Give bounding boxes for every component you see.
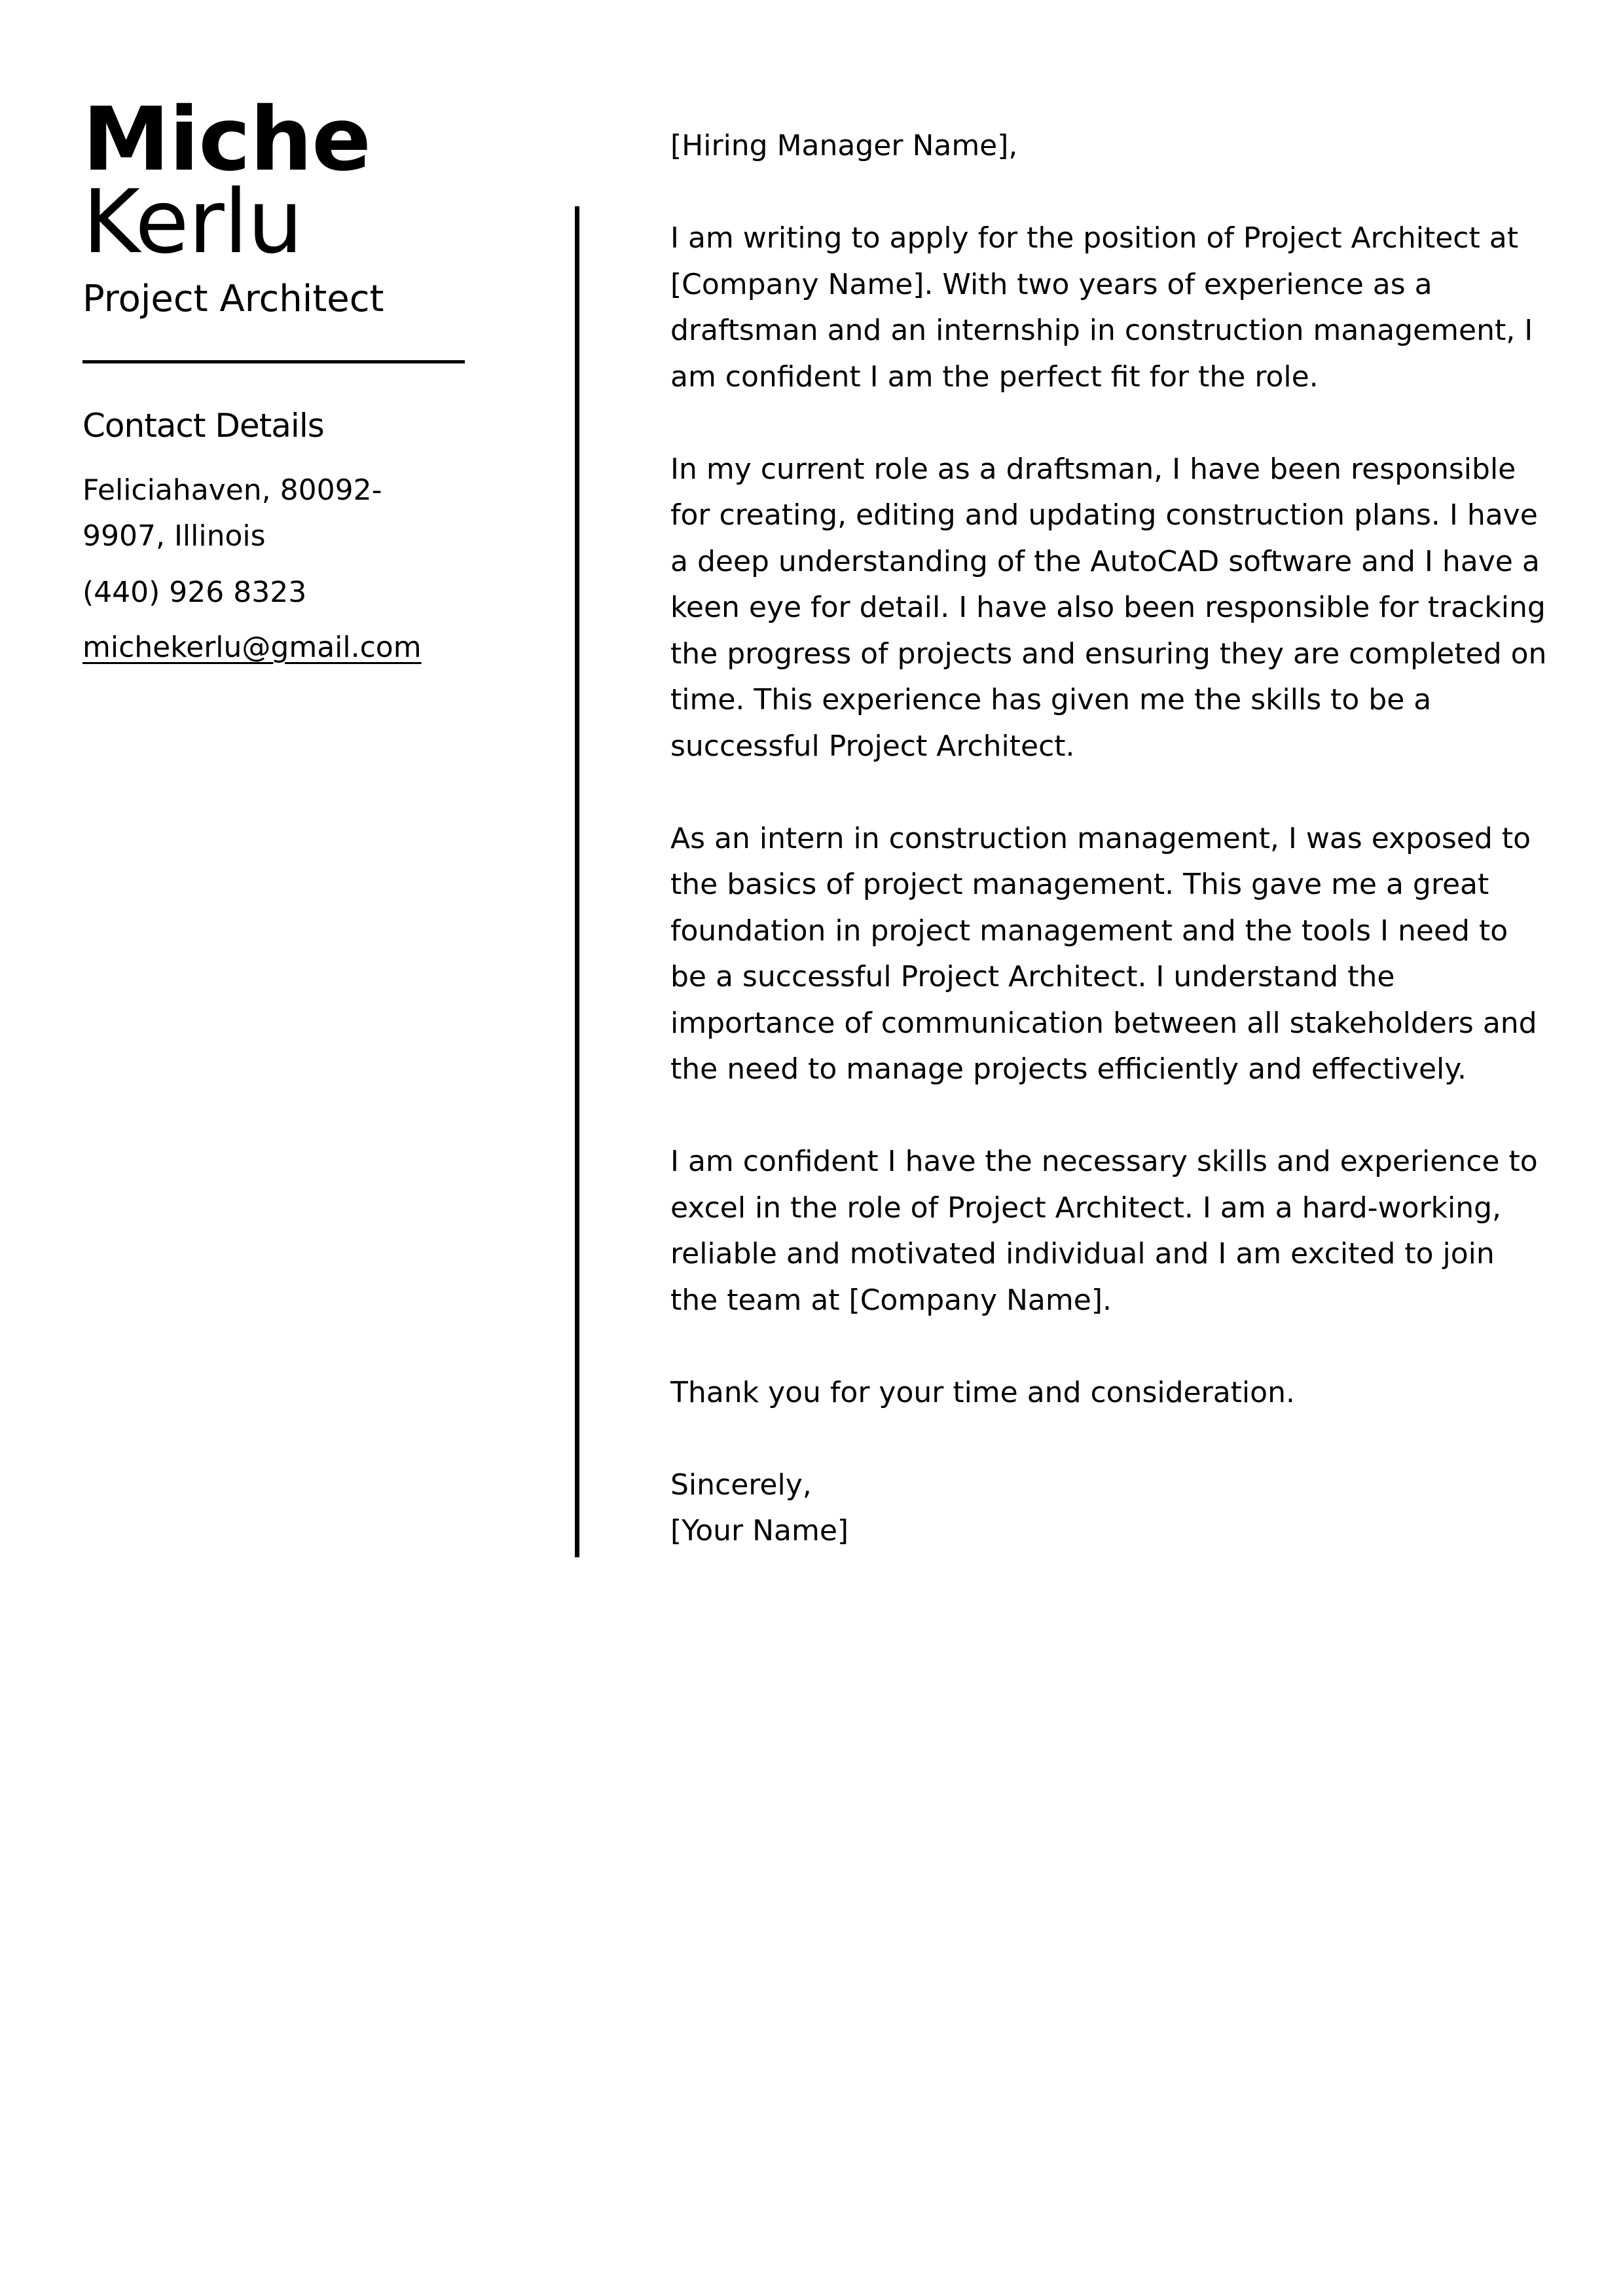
salutation: [Hiring Manager Name], [670,129,1018,162]
contact-email-link[interactable]: michekerlu@gmail.com [82,631,422,664]
letter-paragraph: I am confident I have the necessary skills and experience to excel in the role of Project Architect. I am a hard-working, reliable and motivated individual and I am excited to join the team at [Company Name]. [670,1145,1538,1317]
first-name: Miche [82,88,371,191]
letter-paragraph: I am writing to apply for the position of Project Architect at [Company Name]. With two years of experience as a draftsman and an internship in construction management, I am confident I am the perfect fit for the role. [670,221,1533,394]
last-name: Kerlu [82,171,302,273]
closing: Sincerely, [670,1468,812,1502]
job-title: Project Architect [82,278,384,320]
contact-heading: Contact Details [82,407,324,445]
contact-phone: (440) 926 8323 [82,576,307,609]
closing-block [670,1462,1548,1555]
letter-paragraph: In my current role as a draftsman, I have been responsible for creating, editing and updating construction plans. I have a deep understanding of the AutoCAD software and I have a keen eye for detail. I have also been responsible for tracking the progress of projects and ensuring they are completed on time. This experience has given me the skills to be a successful Project Architect. [670,452,1547,763]
letter-paragraph: As an intern in construction management, I was exposed to the basics of project management. This gave me a great foundation in project management and the tools I need to be a successful Project Architect. I understand the importance of communication between all stakeholders and the need to manage projects efficiently and effectively. [670,821,1537,1086]
letter-paragraph: Thank you for your time and consideration. [670,1375,1295,1409]
column-divider [575,206,579,1557]
contact-address: Feliciahaven, 80092-9907, Illinois [82,473,382,553]
signature: [Your Name] [670,1514,849,1547]
name-divider [82,360,465,363]
letter-body [670,123,1548,1555]
sidebar [82,88,475,671]
